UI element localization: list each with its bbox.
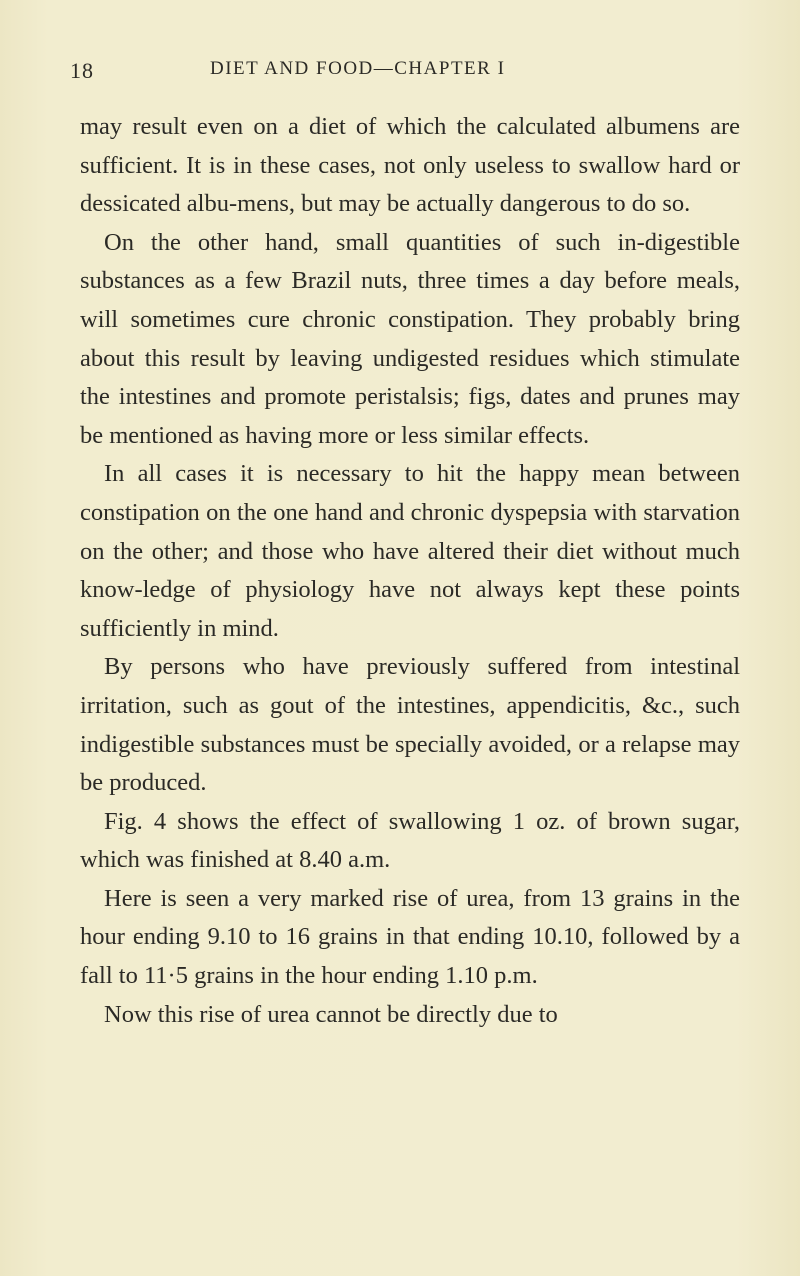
page-number: 18 — [70, 58, 94, 83]
paragraph-1: may result even on a diet of which the calculated albumens are sufficient. It is in these cases, not only useless to swallow hard or dessicated albu-mens, but may be actually dangerous to do so. — [80, 113, 740, 218]
page-header — [70, 58, 730, 88]
paragraph-7: Now this rise of urea cannot be directly due to — [104, 1000, 558, 1028]
paragraph-4: By persons who have previously suffered from intestinal irritation, such as gout of the intestines, appendicitis, &c., such indigestible substances must be specially avoided, or a relapse may be produced. — [80, 653, 740, 797]
paragraph-2: On the other hand, small quantities of such in-digestible substances as a few Brazil nuts, three times a day before meals, will sometimes cure chronic constipation. They probably bring about this result by leaving undigested residues which stimulate the intestines and promote peristalsis; figs, dates and prunes may be mentioned as having more or less similar effects. — [80, 228, 740, 449]
paragraph-3: In all cases it is necessary to hit the happy mean between constipation on the one hand and chronic dyspepsia with starvation on the other; and those who have altered their diet without much know-ledge of physiology have not always kept these points sufficiently in mind. — [80, 460, 740, 642]
body-text — [80, 108, 740, 1034]
paragraph-6: Here is seen a very marked rise of urea, from 13 grains in the hour ending 9.10 to 16 grains in that ending 10.10, followed by a fall to 11·5 grains in the hour ending 1.10 p.m. — [80, 884, 740, 990]
running-head: DIET AND FOOD—CHAPTER I — [210, 58, 506, 79]
paragraph-5: Fig. 4 shows the effect of swallowing 1 oz. of brown sugar, which was finished at 8.40 a.m. — [80, 807, 740, 874]
